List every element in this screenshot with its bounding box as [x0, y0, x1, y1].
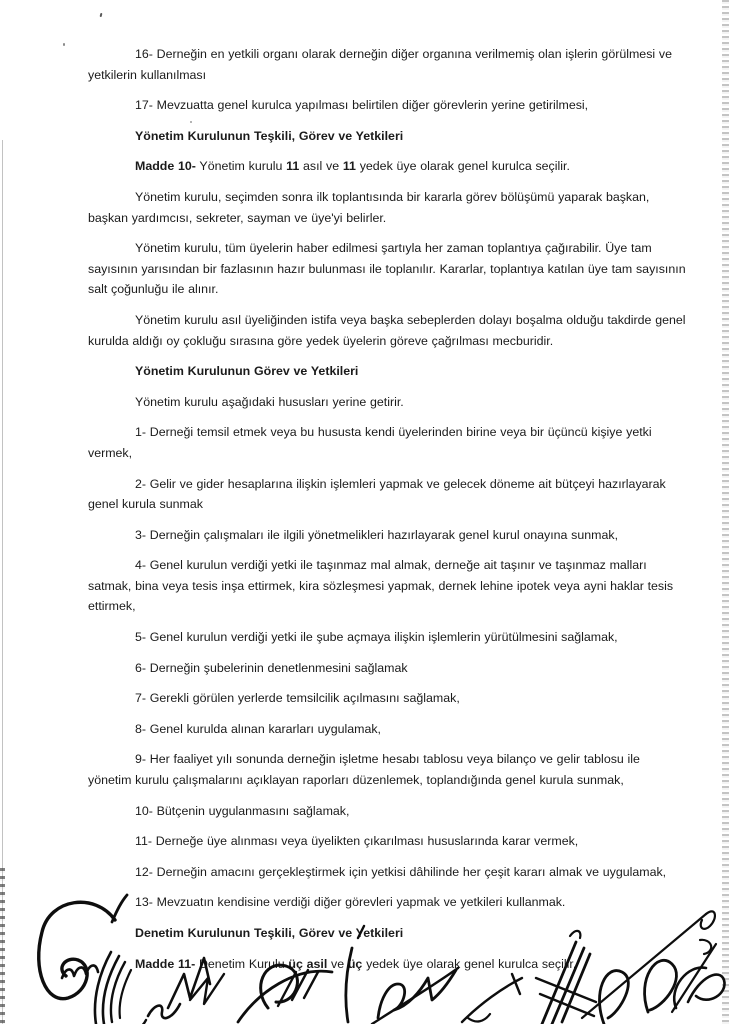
paragraph: 16- Derneğin en yetkili organı olarak derneğin diğer organına verilmemiş olan işlerin görülmesi ve yetkilerin kullanılması	[88, 47, 672, 82]
paragraph: 10- Bütçenin uygulanmasını sağlamak,	[135, 803, 350, 818]
paragraph: 6- Derneğin şubelerinin denetlenmesini sağlamak	[135, 660, 408, 675]
paragraph: Yönetim kurulu, seçimden sonra ilk toplantısında bir kararla görev bölüşümü yaparak başkan, başkan yardımcısı, sekreter, sayman ve üye'yi belirler.	[88, 189, 650, 225]
scan-speck	[100, 13, 103, 17]
section-heading: Yönetim Kurulunun Teşkili, Görev ve Yetkileri	[135, 128, 404, 143]
signature-stroke	[536, 931, 596, 1024]
paragraph: 2- Gelir ve gider hesaplarına ilişkin işlemleri yapmak ve gelecek döneme ait bütçeyi hazırlayarak genel kurula sunmak	[88, 476, 666, 512]
signature-stroke	[95, 952, 131, 1024]
scan-speck	[63, 43, 65, 46]
paragraph: Yönetim kurulu asıl üyeliğinden istifa veya başka sebeplerden dolayı boşalma olduğu takdirde genel kurulda aldığı oy çokluğu sırasına göre yedek üyelerin göreve çağrılması mecburidir.	[88, 312, 686, 348]
paragraph: 4- Genel kurulun verdiği yetki ile taşınmaz mal almak, derneğe ait taşınır ve taşınmaz malları satmak, bina veya tesis inşa ettirmek, kira sözleşmesi yapmak, dernek lehine ipotek veya ayni haklar tesis ettirmek,	[88, 558, 674, 614]
section-heading: Yönetim Kurulunun Görev ve Yetkileri	[135, 364, 359, 379]
paragraph: Yönetim kurulu, tüm üyelerin haber edilmesi şartıyla her zaman toplantıya çağırabilir. Üye tam sayısının yarısından bir fazlasının hazır bulunması ile toplanılır. Kararlar, toplantıya katılan üye tam sayısının salt çoğunluğu ile alınır.	[88, 241, 686, 297]
paragraph: Yönetim kurulu aşağıdaki hususları yerine getirir.	[135, 394, 404, 409]
paragraph: 13- Mevzuatın kendisine verdiği diğer görevleri yapmak ve yetkileri kullanmak.	[135, 895, 566, 910]
paragraph: 5- Genel kurulun verdiği yetki ile şube açmaya ilişkin işlemlerin yürütülmesini sağlamak,	[135, 630, 618, 645]
signature-stroke	[132, 958, 224, 1024]
scan-edge-right	[722, 0, 729, 1024]
paragraph: 11- Derneğe üye alınması veya üyelikten çıkarılması hususlarında karar vermek,	[135, 834, 579, 849]
document-body	[88, 44, 686, 984]
paragraph: 17- Mevzuatta genel kurulca yapılması belirtilen diğer görevlerin yerine getirilmesi,	[135, 98, 589, 113]
paragraph: 9- Her faaliyet yılı sonunda derneğin işletme hesabı tablosu veya bilanço ve gelir tablosu ile yönetim kurulu çalışmalarını açıklayan raporları düzenlemek, toplandığında genel kurula sunmak,	[88, 752, 640, 788]
signature-stroke	[672, 940, 725, 1012]
paragraph: Madde 11- Denetim Kurulu üç asil ve üç yedek üye olarak genel kurulca seçilir.	[135, 956, 577, 971]
signature-stroke	[462, 974, 522, 1022]
paragraph: 1- Derneği temsil etmek veya bu hususta kendi üyelerinden birine veya bir üçüncü kişiye yetki vermek,	[88, 425, 652, 460]
signature-stroke	[346, 926, 364, 1022]
paragraph: 7- Gerekli görülen yerlerde temsilcilik açılmasını sağlamak,	[135, 691, 460, 706]
paragraph: Madde 10- Yönetim kurulu 11 asıl ve 11 yedek üye olarak genel kurulca seçilir.	[135, 159, 570, 174]
paragraph: 12- Derneğin amacını gerçekleştirmek için yetkisi dâhilinde her çeşit kararı almak ve uygulamak,	[135, 864, 667, 879]
paragraph: 8- Genel kurulda alınan kararları uygulamak,	[135, 721, 381, 736]
signature-stroke	[39, 895, 127, 999]
signature-stroke	[238, 965, 332, 1022]
section-heading: Denetim Kurulunun Teşkili, Görev ve Yetkileri	[135, 926, 404, 940]
signatures-overlay	[0, 880, 729, 1024]
paragraph: 3- Derneğin çalışmaları ile ilgili yönetmelikleri hazırlayarak genel kurul onayına sunmak,	[135, 527, 619, 542]
signature-stroke	[372, 968, 458, 1024]
